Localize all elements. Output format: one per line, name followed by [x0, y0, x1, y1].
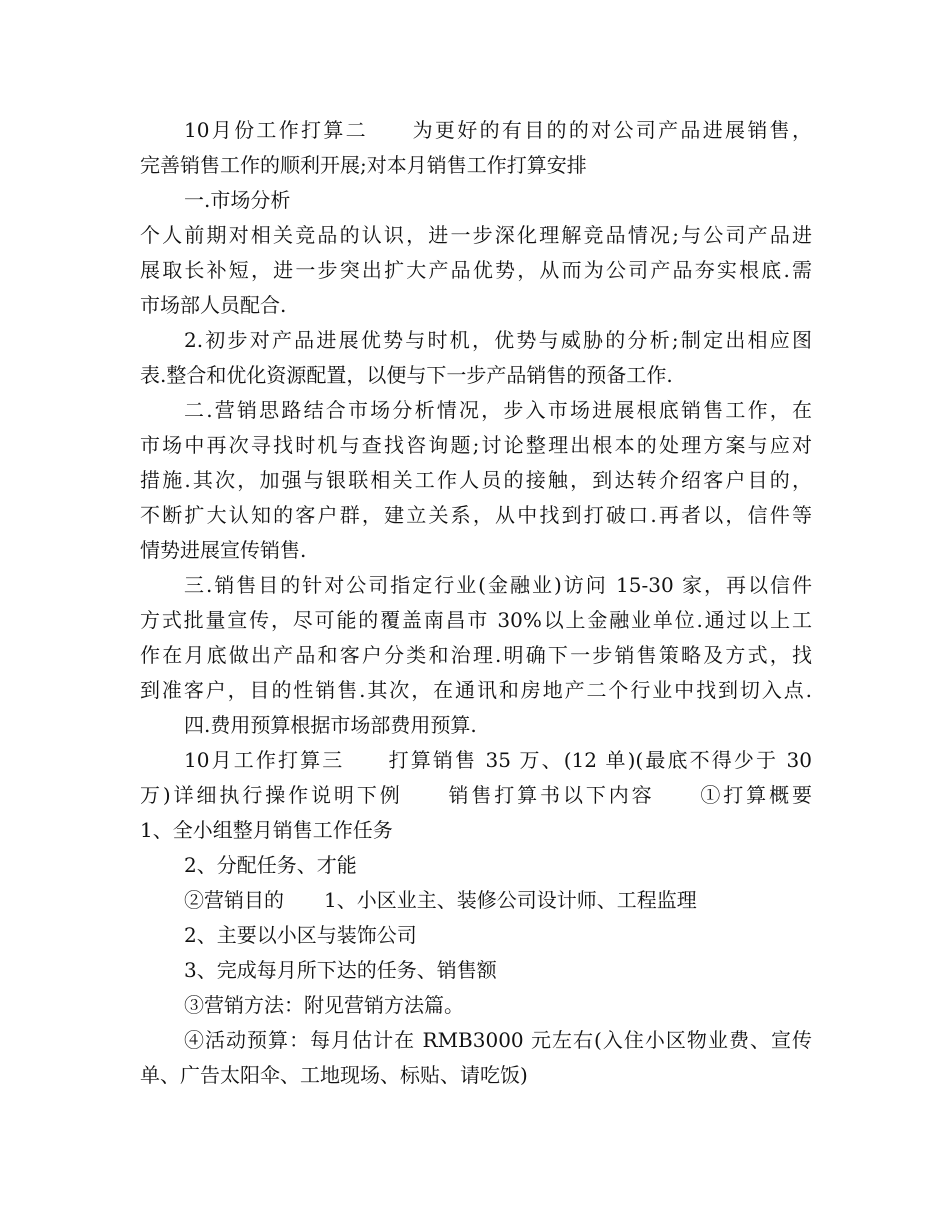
text-line: 不断扩大认知的客户群，建立关系，从中找到打破口.再者以，信件等: [140, 503, 812, 527]
text-line: 展取长补短，进一步突出扩大产品优势，从而为公司产品夯实根底.需: [140, 258, 812, 282]
text-line: 万)详细执行操作说明下例 销售打算书以下内容 ①打算概要: [140, 783, 812, 807]
text-line: 一.市场分析: [184, 188, 291, 212]
text-line: 表.整合和优化资源配置，以便与下一步产品销售的预备工作.: [140, 363, 673, 387]
text-line: 二.营销思路结合市场分析情况，步入市场进展根底销售工作，在: [184, 398, 812, 422]
text-line: 市场中再次寻找时机与查找咨询题;讨论整理出根本的处理方案与应对: [140, 433, 812, 457]
text-line: 10月份工作打算二 为更好的有目的的对公司产品进展销售，: [184, 118, 812, 142]
text-line: 措施.其次，加强与银联相关工作人员的接触，到达转介绍客户目的，: [140, 468, 812, 492]
text-line: 情势进展宣传销售.: [140, 538, 307, 562]
text-line: 1、全小组整月销售工作任务: [140, 818, 393, 842]
text-line: 个人前期对相关竞品的认识，进一步深化理解竞品情况;与公司产品进: [140, 223, 812, 247]
text-line: 四.费用预算根据市场部费用预算.: [184, 713, 477, 737]
document-body: [140, 113, 812, 1093]
text-line: 作在月底做出产品和客户分类和治理.明确下一步销售策略及方式，找: [140, 643, 812, 667]
text-line: 完善销售工作的顺利开展;对本月销售工作打算安排: [140, 153, 587, 177]
text-line: 市场部人员配合.: [140, 293, 287, 317]
text-line: 10月工作打算三 打算销售 35 万、(12 单)(最底不得少于 30: [184, 748, 812, 772]
text-line: 2.初步对产品进展优势与时机，优势与威胁的分析;制定出相应图: [184, 328, 812, 352]
text-line: 方式批量宣传，尽可能的覆盖南昌市 30%以上金融业单位.通过以上工: [140, 608, 812, 632]
text-line: 2、主要以小区与装饰公司: [184, 923, 417, 947]
text-line: ③营销方法：附见营销方法篇。: [184, 993, 464, 1017]
text-line: 3、完成每月所下达的任务、销售额: [184, 958, 497, 982]
text-line: 单、广告太阳伞、工地现场、标贴、请吃饭): [140, 1063, 528, 1087]
text-line: 到准客户，目的性销售.其次，在通讯和房地产二个行业中找到切入点.: [140, 678, 812, 702]
text-line: ②营销目的 1、小区业主、装修公司设计师、工程监理: [184, 888, 697, 912]
text-line: ④活动预算：每月估计在 RMB3000 元左右(入住小区物业费、宣传: [184, 1028, 812, 1052]
text-line: 2、分配任务、才能: [184, 853, 357, 877]
text-line: 三.销售目的针对公司指定行业(金融业)访问 15-30 家，再以信件: [184, 573, 812, 597]
